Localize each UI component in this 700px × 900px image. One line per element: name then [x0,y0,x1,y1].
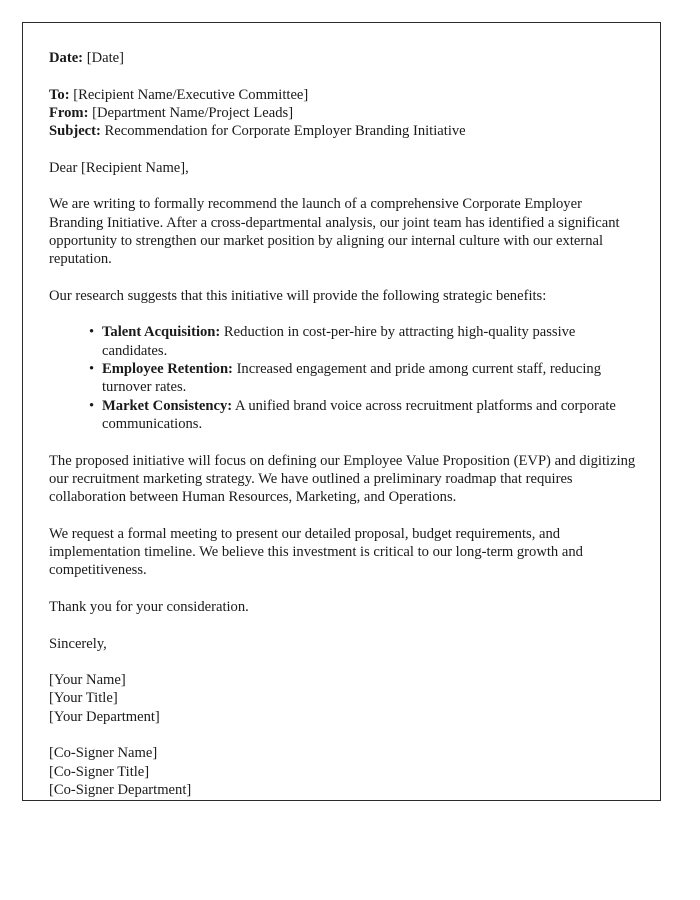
signature-primary [49,671,636,726]
benefit-title: Employee Retention: [102,361,233,378]
subject-label: Subject: [49,123,101,140]
to-label: To: [49,86,70,103]
closing-line: Sincerely, [49,635,107,652]
salutation: Dear [Recipient Name], [49,159,189,176]
cosigner-title: [Co-Signer Title] [49,763,150,780]
signature-cosigner [49,744,636,799]
subject-row [49,122,636,140]
bullet-icon: • [89,324,95,341]
benefit-text: A unified brand voice across recruitment platforms and corporate communications. [102,397,616,432]
date-row [49,49,636,67]
list-item [89,323,636,360]
to-value: [Recipient Name/Executive Committee] [73,86,309,103]
signature-name: [Your Name] [49,672,126,689]
bullet-icon: • [89,397,95,414]
from-label: From: [49,104,89,121]
paragraph-scope: The proposed initiative will focus on defining our Employee Value Proposition (EVP) and digitizing our recruitment marketing strategy. We have outlined a preliminary roadmap that requires collaboration between Human Resources, Marketing, and Operations. [49,452,636,506]
paragraph-intro: We are writing to formally recommend the launch of a comprehensive Corporate Employer Branding Initiative. After a cross-departmental analysis, our joint team has identified a significant opportunity to strengthen our market position by aligning our internal culture with our external reputation. [49,196,620,268]
benefit-title: Market Consistency: [102,397,233,414]
benefits-list [49,323,636,433]
date-value: [Date] [86,50,124,66]
list-item [89,397,636,434]
bullet-icon: • [89,361,95,378]
signature-title: [Your Title] [49,690,118,707]
letter-content [23,23,660,799]
paragraph-benefits-lead: Our research suggests that this initiative will provide the following strategic benefits: [49,287,547,304]
from-row [49,104,636,122]
date-label: Date: [49,50,84,66]
cosigner-name: [Co-Signer Name] [49,745,158,762]
cosigner-department: [Co-Signer Department] [49,781,192,798]
benefit-title: Talent Acquisition: [102,324,221,341]
subject-value: Recommendation for Corporate Employer Branding Initiative [104,123,466,140]
recipient-block [49,86,636,141]
paragraph-thanks: Thank you for your consideration. [49,598,249,615]
signature-department: [Your Department] [49,708,160,725]
to-row [49,86,636,104]
list-item [89,360,636,397]
letter-page [22,22,661,801]
benefit-text: Increased engagement and pride among current staff, reducing turnover rates. [102,361,601,396]
date-line [49,49,636,67]
from-value: [Department Name/Project Leads] [92,104,294,121]
paragraph-request: We request a formal meeting to present our detailed proposal, budget requirements, and implementation timeline. We believe this investment is critical to our long-term growth and competitiveness. [49,525,583,579]
benefit-text: Reduction in cost-per-hire by attracting high-quality passive candidates. [102,324,576,359]
